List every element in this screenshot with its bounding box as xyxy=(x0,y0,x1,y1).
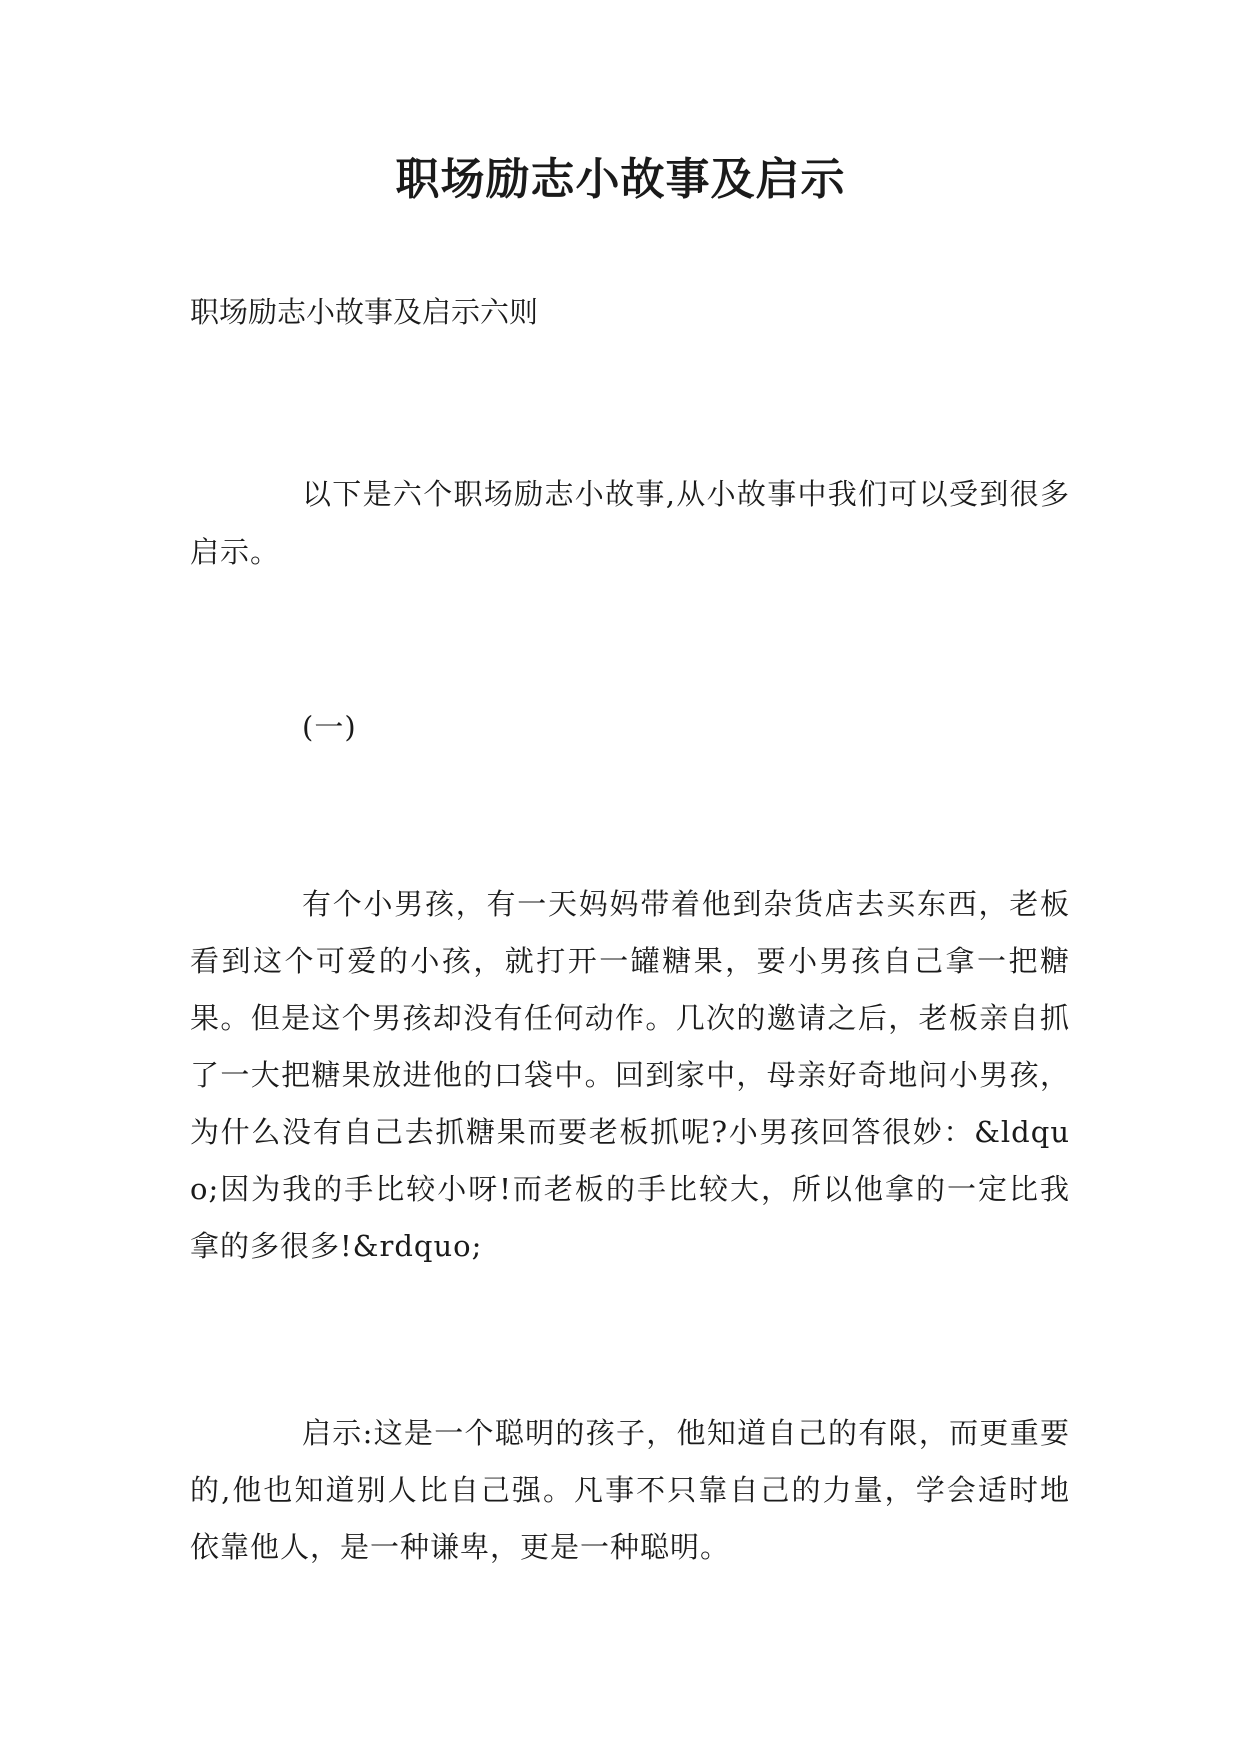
page-title: 职场励志小故事及启示 xyxy=(395,154,846,205)
story-paragraph: 有个小男孩，有一天妈妈带着他到杂货店去买东西，老板看到这个可爱的小孩，就打开一罐糖果，要小男孩自己拿一把糖果。但是这个男孩却没有任何动作。几次的邀请之后，老板亲自抓了一大把糖果放进他的口袋中。回到家中，母亲好奇地问小男孩，为什么没有自己去抓糖果而要老板抓呢?小男孩回答很妙：&ldquo;因为我的手比较小呀!而老板的手比较大，所以他拿的一定比我拿的多很多!&rdquo; xyxy=(190,887,1070,1263)
document-subtitle: 职场励志小故事及启示六则 xyxy=(190,295,539,329)
section-marker: (一) xyxy=(302,710,357,744)
insight-paragraph: 启示:这是一个聪明的孩子，他知道自己的有限，而更重要的,他也知道别人比自己强。凡事不只靠自己的力量，学会适时地依靠他人，是一种谦卑，更是一种聪明。 xyxy=(190,1416,1070,1564)
intro-paragraph: 以下是六个职场励志小故事,从小故事中我们可以受到很多启示。 xyxy=(190,477,1070,569)
